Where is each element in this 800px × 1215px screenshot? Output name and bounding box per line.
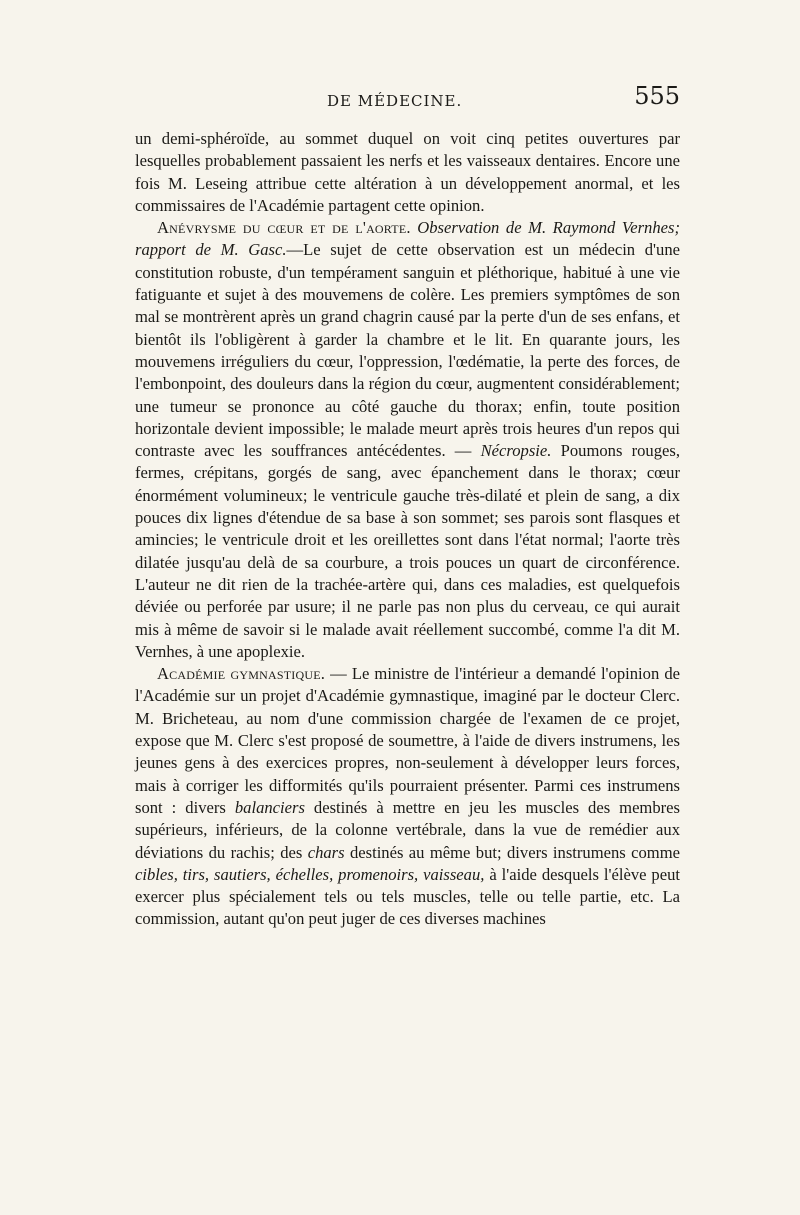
page-header — [135, 80, 680, 120]
paragraph-text: Poumons rouges, fermes, crépitans, gorgés de sang, avec épanchement dans le thorax; cœur énormément volumineux; le ventricule gauche très-dilaté et plein de sang, a dix pouces dix lignes d'étendue de sa base à son sommet; ses parois sont flasques et amincies; le ventricule droit et les oreillettes sont dans l'état normal; l'aorte très dilatée jusqu'au delà de sa courbure, a trois pouces un quart de circonférence. L'auteur ne dit rien de la trachée-artère qui, dans ces maladies, est quelquefois déviée ou perforée par usure; il ne parle pas non plus du cerveau, ce qui aurait mis à même de savoir si le malade avait réellement succombé, comme l'a dit M. Vernhes, à une apoplexie. — [135, 441, 680, 661]
section-subtitle: Observation de M. Raymond Vernhes; rapport de M. Gasc. — [135, 218, 680, 260]
section-title: Anévrysme du cœur et de l'aorte. — [157, 218, 411, 238]
page-number: 555 — [634, 82, 680, 110]
body-text — [135, 128, 680, 931]
paragraph-text: destinés à mettre en jeu les muscles des membres supérieurs, inférieurs, de la colonne vertébrale, dans la vue de remédier aux déviations du rachis; des — [135, 797, 680, 862]
paragraph-academie — [135, 663, 680, 931]
term-balanciers: balanciers — [234, 797, 305, 817]
paragraph-text: — Le ministre de l'intérieur a demandé l'opinion de l'Académie sur un projet d'Académie gymnastique, imaginé par le docteur Clerc. M. Bricheteau, au nom d'une commission chargée de l'examen de ce projet, expose que M. Clerc s'est proposé de soumettre, à l'aide de divers instrumens, les jeunes gens à des exercices propres, non-seulement à développer leurs forces, mais à corriger les difformités qu'ils pourraient présenter. Parmi ces instrumens sont : divers — [135, 664, 680, 817]
paragraph-text: à l'aide desquels l'élève peut exercer plus spécialement tels ou tels muscles, telle ou telle partie, etc. La commission, autant qu'on peut juger de ces diverses machines — [135, 864, 680, 929]
paragraph-anevrysme — [135, 217, 680, 663]
section-title: Académie gymnastique. — [157, 664, 326, 684]
running-head: DE MÉDECINE. — [327, 92, 463, 110]
term-list: cibles, tirs, sautiers, échelles, promenoirs, vaisseau, — [135, 864, 485, 884]
paragraph-text: —Le sujet de cette observation est un médecin d'une constitution robuste, d'un tempérament sanguin et pléthorique, habitué à une vie fatiguante et sujet à des mouvemens de colère. Les premiers symptômes de son mal se montrèrent après un grand chagrin causé par la perte d'un de ses enfans, et bientôt ils l'obligèrent à garder la chambre et le lit. En quarante jours, les mouvemens irréguliers du cœur, l'oppression, l'œdématie, la perte des forces, de l'embonpoint, des douleurs dans la région du cœur, augmentent considérablement; une tumeur se prononce au côté gauche du thorax; enfin, toute position horizontale devient impossible; le malade meurt après trois heures d'un repos qui contraste avec les souffrances antécédentes. — — [135, 240, 680, 461]
necropsie-label: Nécropsie. — [480, 441, 552, 461]
paragraph-text: un demi-sphéroïde, au sommet duquel on voit cinq petites ouvertures par lesquelles probablement passaient les nerfs et les vaisseaux dentaires. Encore une fois M. Leseing attribue cette altération à un développement anormal, et les commissaires de l'Académie partagent cette opinion. — [135, 129, 680, 215]
paragraph-text: destinés au même but; divers instrumens comme — [344, 842, 680, 862]
term-chars: chars — [307, 842, 345, 862]
paragraph-continuation — [135, 128, 680, 217]
